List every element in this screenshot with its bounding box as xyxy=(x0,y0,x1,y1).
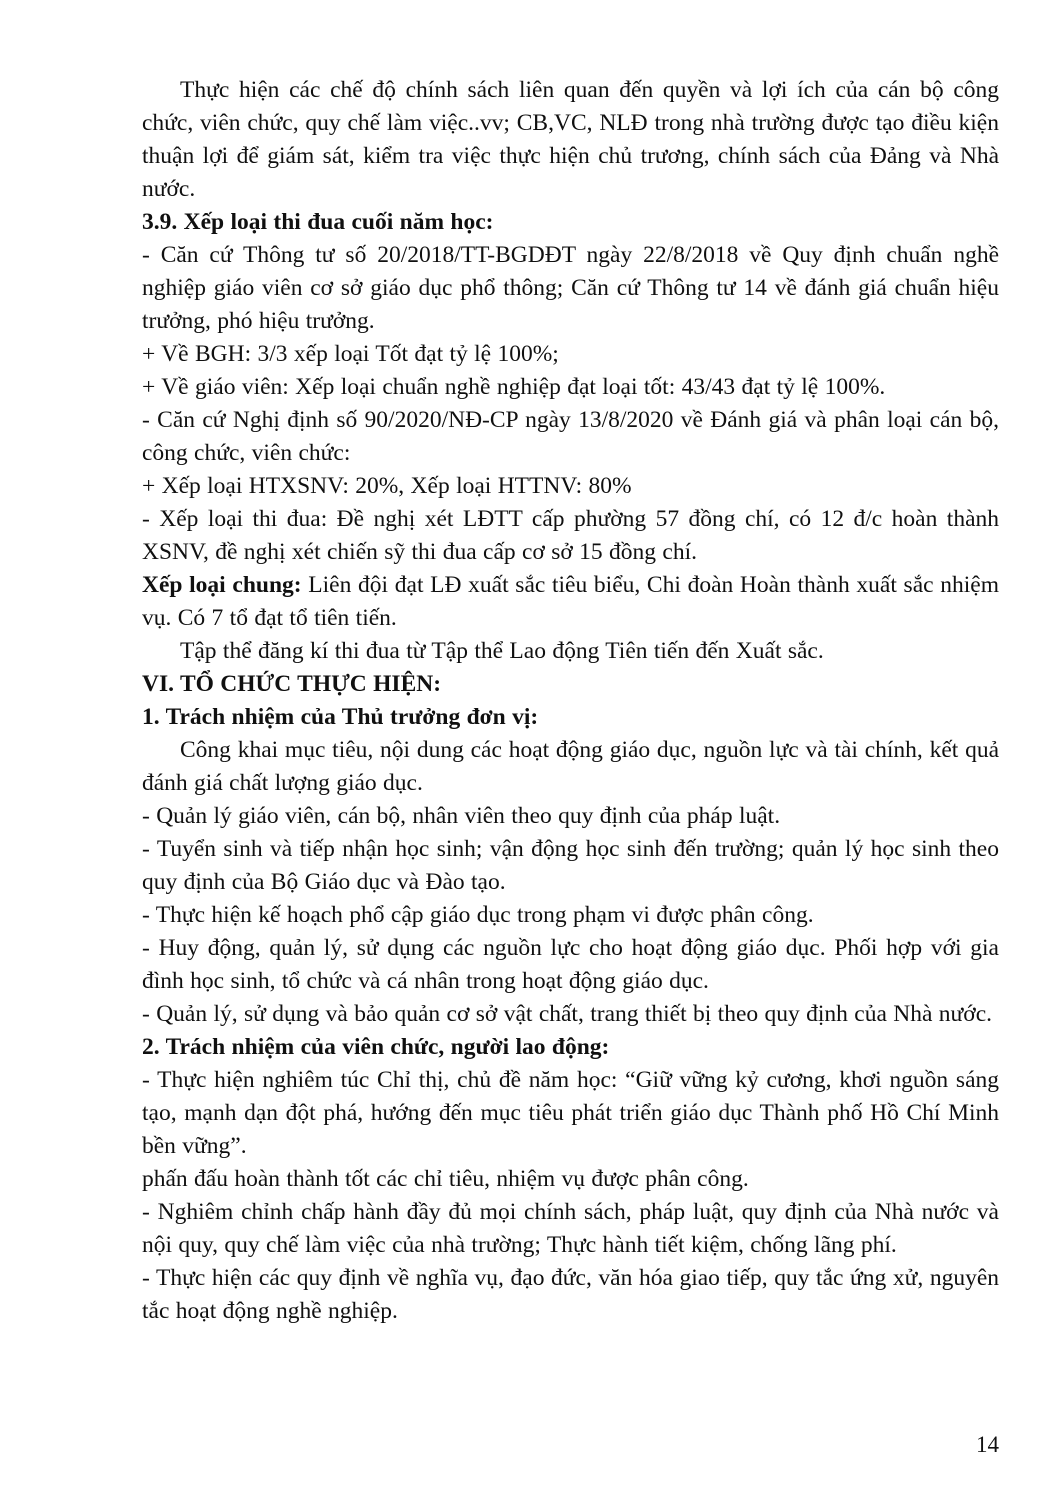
document-paragraph xyxy=(142,470,999,503)
text-run: Công khai mục tiêu, nội dung các hoạt động giáo dục, nguồn lực và tài chính, kết quả đánh giá chất lượng giáo dục. xyxy=(142,737,999,796)
text-run: - Huy động, quản lý, sử dụng các nguồn lực cho hoạt động giáo dục. Phối hợp với gia đình học sinh, tổ chức và cá nhân trong hoạt động giáo dục. xyxy=(142,935,999,994)
document-paragraph xyxy=(142,1031,999,1064)
document-paragraph xyxy=(142,833,999,899)
document-paragraph xyxy=(142,734,999,800)
document-paragraph xyxy=(142,239,999,338)
text-run: - Thực hiện các quy định về nghĩa vụ, đạo đức, văn hóa giao tiếp, quy tắc ứng xử, nguyên tắc hoạt động nghề nghiệp. xyxy=(142,1265,999,1324)
document-paragraph xyxy=(142,899,999,932)
document-paragraph xyxy=(142,371,999,404)
document-paragraph xyxy=(142,1262,999,1328)
text-run: - Thực hiện kế hoạch phổ cập giáo dục trong phạm vi được phân công. xyxy=(142,902,814,928)
text-run: Xếp loại chung: xyxy=(142,572,309,598)
document-paragraph xyxy=(142,998,999,1031)
text-run: phấn đấu hoàn thành tốt các chỉ tiêu, nhiệm vụ được phân công. xyxy=(142,1166,749,1192)
document-paragraph xyxy=(142,1196,999,1262)
text-run: 1. Trách nhiệm của Thủ trưởng đơn vị: xyxy=(142,704,539,730)
document-paragraph xyxy=(142,1064,999,1163)
text-run: Liên đội đạt LĐ xuất sắc tiêu biểu, Chi đoàn Hoàn thành xuất sắc nhiệm vụ. Có 7 tổ đạt tổ tiên tiến. xyxy=(142,572,999,631)
text-run: VI. TỔ CHỨC THỰC HIỆN: xyxy=(142,671,442,697)
document-paragraph xyxy=(142,800,999,833)
document-content xyxy=(142,74,999,1328)
text-run: + Xếp loại HTXSNV: 20%, Xếp loại HTTNV: 80% xyxy=(142,473,632,499)
page-number: 14 xyxy=(976,1432,999,1457)
document-paragraph xyxy=(142,635,999,668)
text-run: - Quản lý, sử dụng và bảo quản cơ sở vật chất, trang thiết bị theo quy định của Nhà nước. xyxy=(142,1001,993,1027)
text-run: - Tuyển sinh và tiếp nhận học sinh; vận động học sinh đến trường; quản lý học sinh theo quy định của Bộ Giáo dục và Đào tạo. xyxy=(142,836,999,895)
text-run: - Thực hiện nghiêm túc Chỉ thị, chủ đề năm học: “Giữ vững kỷ cương, khơi nguồn sáng tạo, mạnh dạn đột phá, hướng đến mục tiêu phát triển giáo dục Thành phố Hồ Chí Minh bền vững”. xyxy=(142,1067,999,1159)
text-run: + Về giáo viên: Xếp loại chuẩn nghề nghiệp đạt loại tốt: 43/43 đạt tỷ lệ 100%. xyxy=(142,374,886,400)
document-paragraph xyxy=(142,503,999,569)
document-paragraph xyxy=(142,932,999,998)
document-paragraph xyxy=(142,338,999,371)
text-run: + Về BGH: 3/3 xếp loại Tốt đạt tỷ lệ 100%; xyxy=(142,341,559,367)
document-paragraph xyxy=(142,1163,999,1196)
text-run: - Nghiêm chỉnh chấp hành đầy đủ mọi chính sách, pháp luật, quy định của Nhà nước và nội quy, quy chế làm việc của nhà trường; Thực hành tiết kiệm, chống lãng phí. xyxy=(142,1199,999,1258)
text-run: - Căn cứ Thông tư số 20/2018/TT-BGDĐT ngày 22/8/2018 về Quy định chuẩn nghề nghiệp giáo viên cơ sở giáo dục phổ thông; Căn cứ Thông tư 14 về đánh giá chuẩn hiệu trưởng, phó hiệu trưởng. xyxy=(142,242,999,334)
text-run: - Căn cứ Nghị định số 90/2020/NĐ-CP ngày 13/8/2020 về Đánh giá và phân loại cán bộ, công chức, viên chức: xyxy=(142,407,999,466)
document-paragraph xyxy=(142,206,999,239)
text-run: Tập thể đăng kí thi đua từ Tập thể Lao động Tiên tiến đến Xuất sắc. xyxy=(180,638,824,664)
document-paragraph xyxy=(142,404,999,470)
text-run: 3.9. Xếp loại thi đua cuối năm học: xyxy=(142,209,494,235)
document-paragraph xyxy=(142,569,999,635)
document-paragraph xyxy=(142,668,999,701)
document-paragraph xyxy=(142,74,999,206)
text-run: 2. Trách nhiệm của viên chức, người lao động: xyxy=(142,1034,610,1060)
text-run: - Xếp loại thi đua: Đề nghị xét LĐTT cấp phường 57 đồng chí, có 12 đ/c hoàn thành XSNV, đề nghị xét chiến sỹ thi đua cấp cơ sở 15 đồng chí. xyxy=(142,506,999,565)
text-run: - Quản lý giáo viên, cán bộ, nhân viên theo quy định của pháp luật. xyxy=(142,803,781,829)
text-run: Thực hiện các chế độ chính sách liên quan đến quyền và lợi ích của cán bộ công chức, viên chức, quy chế làm việc..vv; CB,VC, NLĐ trong nhà trường được tạo điều kiện thuận lợi để giám sát, kiểm tra việc thực hiện chủ trương, chính sách của Đảng và Nhà nước. xyxy=(142,77,999,202)
document-paragraph xyxy=(142,701,999,734)
